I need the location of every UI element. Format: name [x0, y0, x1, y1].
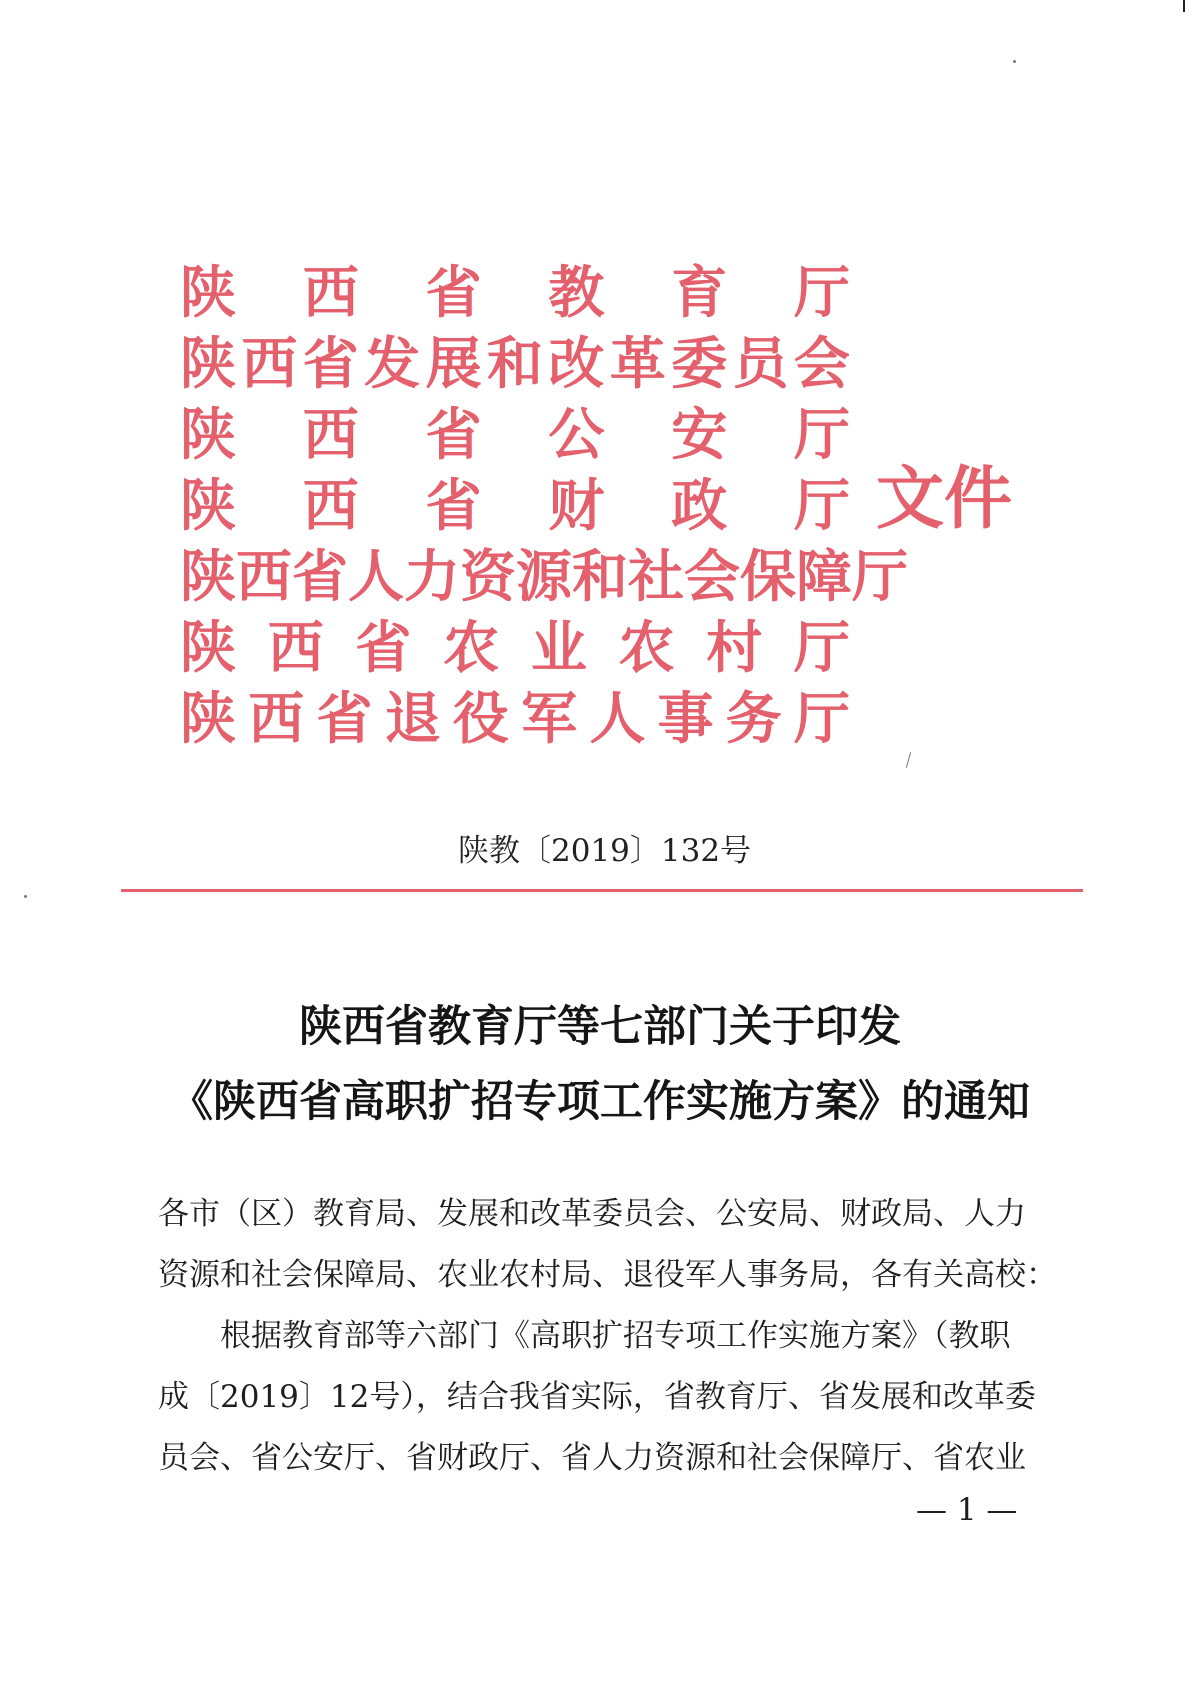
scan-border-mark	[1183, 0, 1185, 12]
page-number: — 1 —	[916, 1492, 1018, 1528]
title-line-1: 陕西省教育厅等七部门关于印发	[299, 1002, 901, 1052]
scan-speck	[1013, 60, 1016, 63]
document-number: 陕教〔2019〕132号	[458, 833, 752, 869]
body-paragraph-line-3: 员会、省公安厅、省财政厅、省人力资源和社会保障厅、省农业	[158, 1440, 1026, 1476]
body-paragraph-line-1: 根据教育部等六部门《高职扩招专项工作实施方案》（教职	[220, 1318, 1011, 1354]
recipient-line-2: 资源和社会保障局、农业农村局、退役军人事务局，各有关高校：	[158, 1257, 1057, 1293]
issuer-veterans-affairs-department: 陕 西 省 退 役 军 人 事 务 厅	[180, 685, 850, 752]
notice-body	[158, 1184, 1057, 1489]
issuing-departments-header	[180, 257, 908, 754]
issuer-public-security-department: 陕 西 省 公 安 厅	[180, 401, 850, 468]
document-suffix: 文件	[876, 459, 1013, 539]
recipient-line-1: 各市（区）教育局、发展和改革委员会、公安局、财政局、人力	[158, 1196, 1026, 1232]
notice-title	[150, 990, 1050, 1140]
scan-speck	[24, 895, 27, 898]
issuer-development-reform-commission: 陕 西 省 发 展 和 改 革 委 员 会	[180, 330, 850, 397]
body-paragraph-line-2: 成〔2019〕12号），结合我省实际，省教育厅、省发展和改革委	[158, 1379, 1036, 1415]
issuer-human-resources-department: 陕 西 省 人 力 资 源 和 社 会 保 障 厅	[180, 543, 908, 610]
issuer-education-department: 陕 西 省 教 育 厅	[180, 259, 850, 326]
red-divider-line	[121, 889, 1083, 892]
scan-stray-mark	[906, 752, 911, 768]
issuer-agriculture-department: 陕 西 省 农 业 农 村 厅	[180, 614, 850, 681]
title-line-2: 《陕西省高职扩招专项工作实施方案》的通知	[170, 1077, 1030, 1127]
issuer-finance-department: 陕 西 省 财 政 厅	[180, 472, 850, 539]
